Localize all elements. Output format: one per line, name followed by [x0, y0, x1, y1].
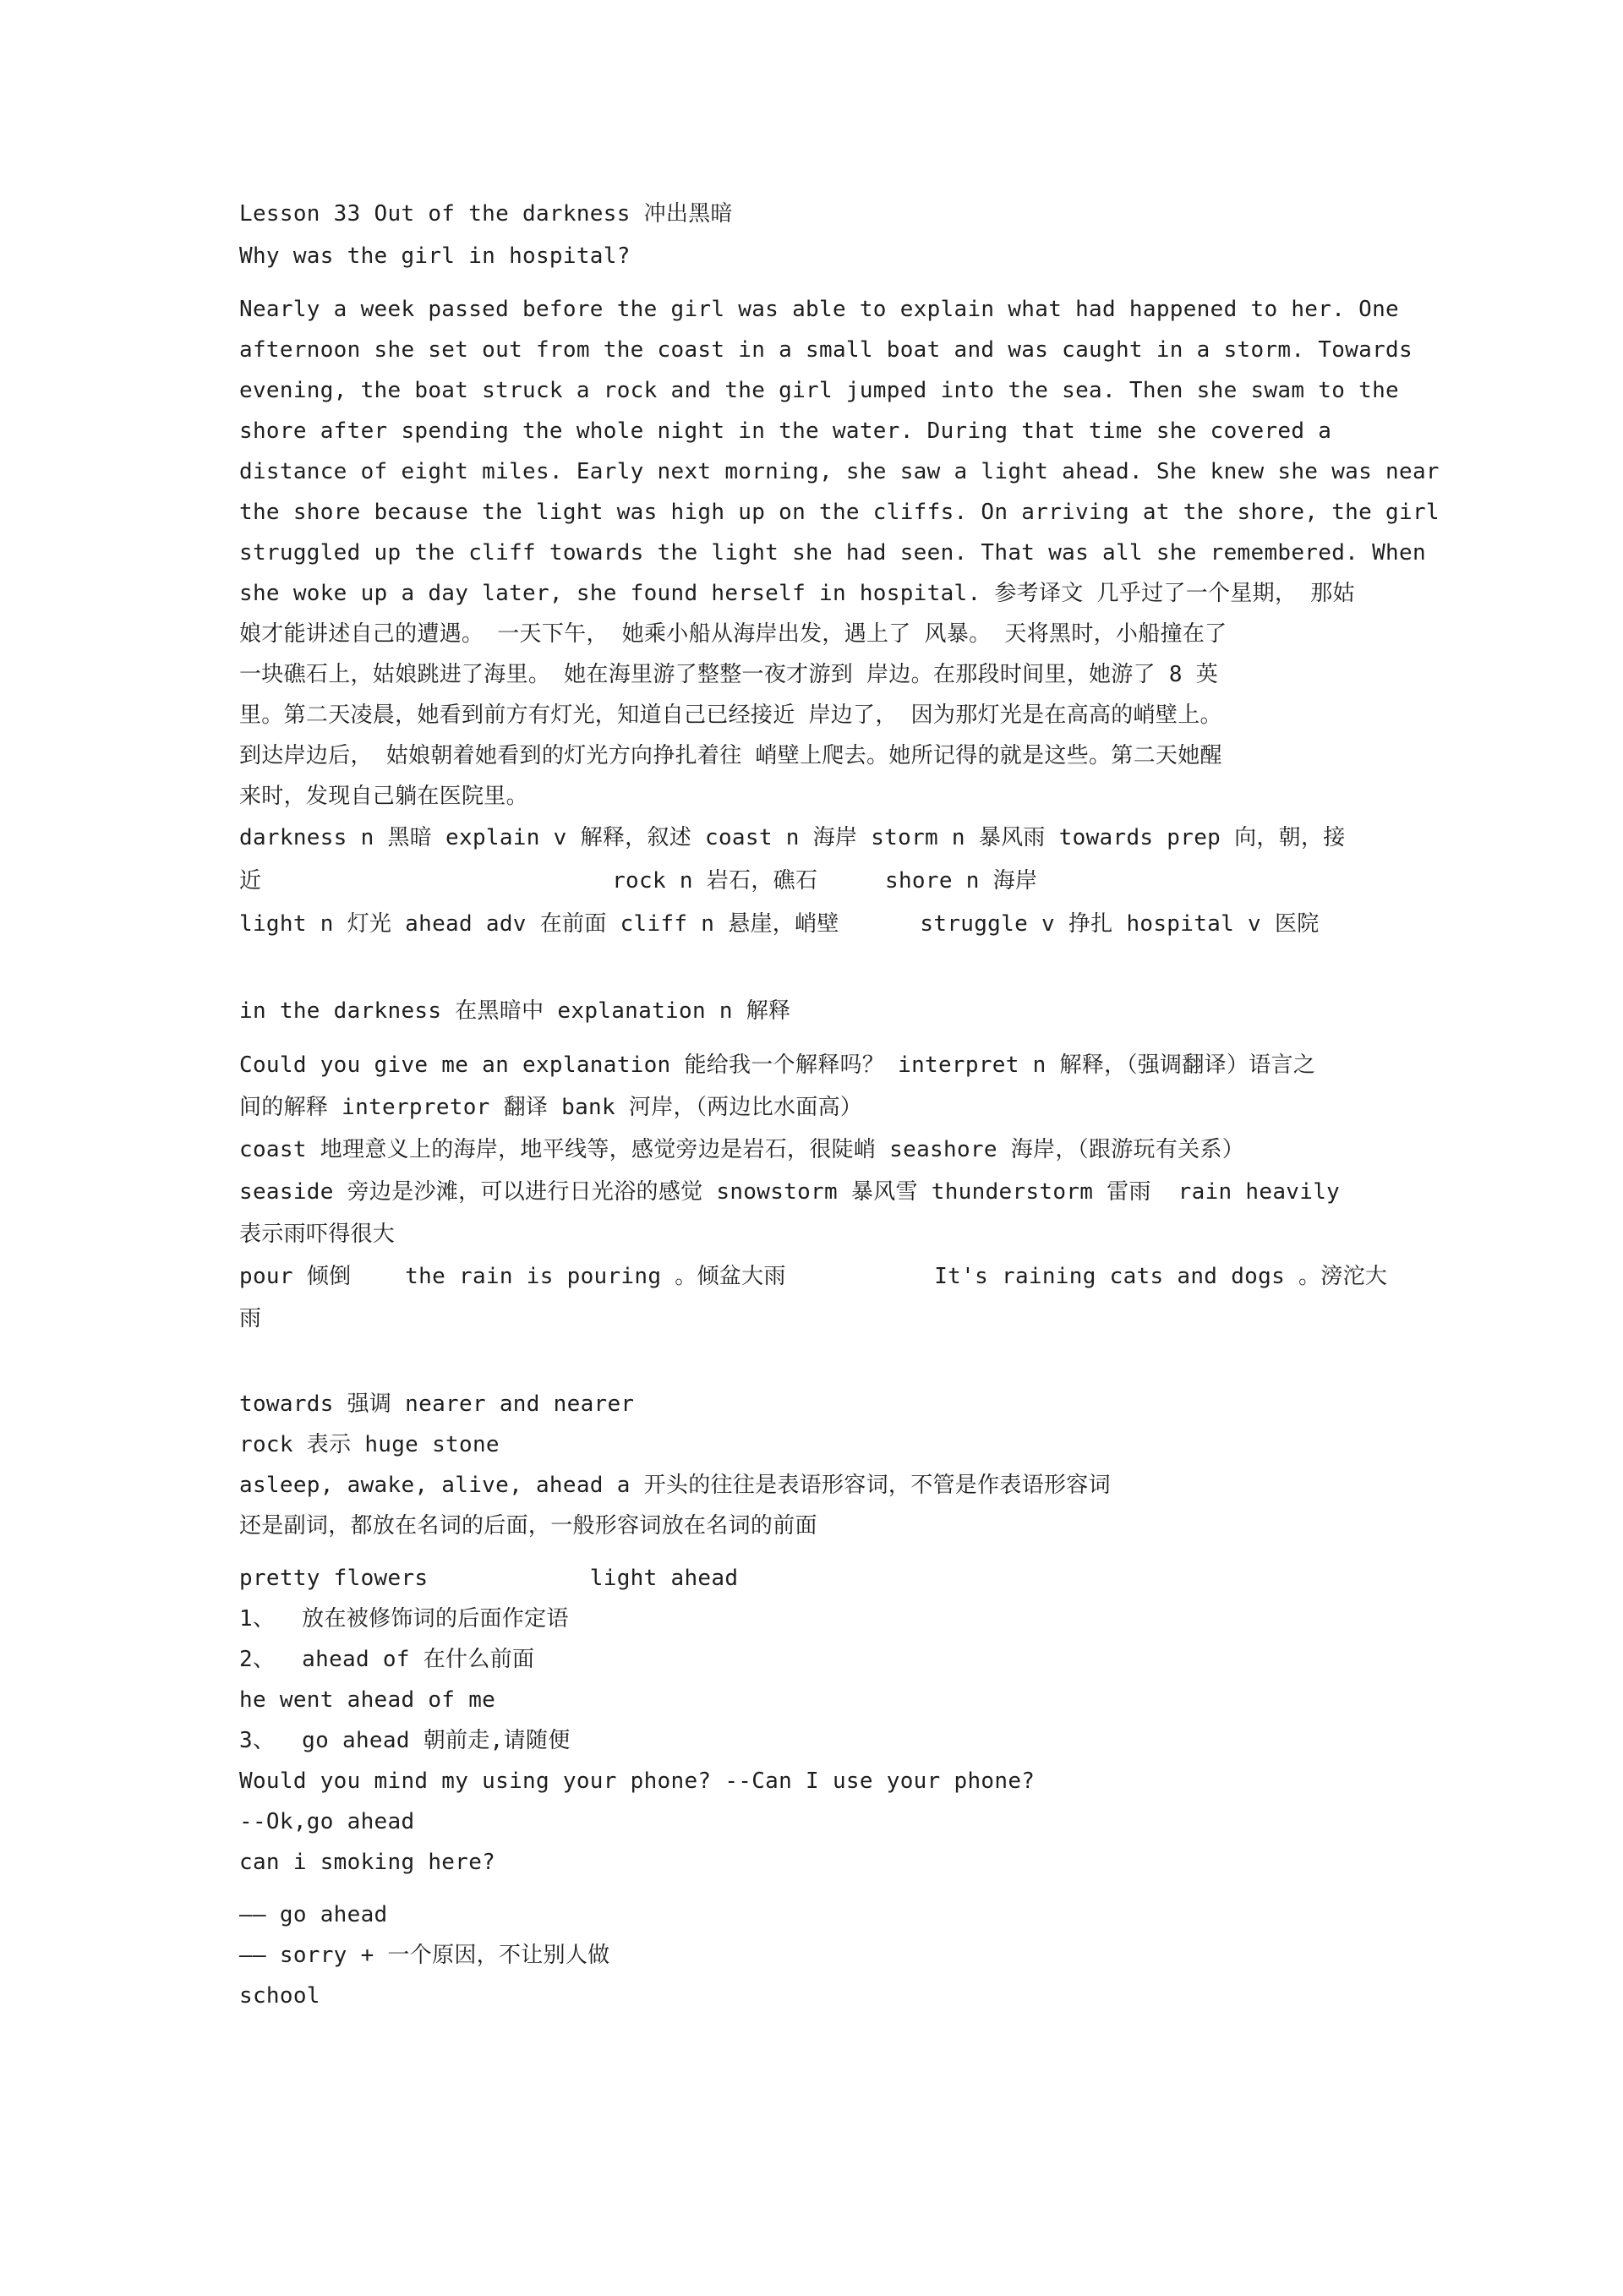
note-line: seaside 旁边是沙滩，可以进行日光浴的感觉 snowstorm 暴风雪 thunderstorm 雷雨 rain heavily: [239, 1179, 1341, 1205]
passage-line: 到达岸边后， 姑娘朝着她看到的灯光方向挣扎着往 峭壁上爬去。她所记得的就是这些。第二天她醒: [239, 743, 1222, 768]
note-line: in the darkness 在黑暗中 explanation n 解释: [239, 998, 791, 1024]
note-line: school: [239, 1983, 320, 2009]
notes-section-c: [239, 1384, 1389, 1546]
note-line: pretty flowers light ahead: [239, 1566, 739, 1591]
note-line: towards 强调 nearer and nearer: [239, 1391, 635, 1417]
passage-line: afternoon she set out from the coast in a small boat and was caught in a storm. Towards: [239, 337, 1413, 363]
notes-section-d: [239, 1558, 1389, 1883]
note-line: 2、 ahead of 在什么前面: [239, 1647, 535, 1672]
lesson-title: Lesson 33 Out of the darkness 冲出黑暗: [239, 201, 733, 227]
note-line: coast 地理意义上的海岸，地平线等，感觉旁边是岩石，很陡峭 seashore 海岸，（跟游玩有关系）: [239, 1137, 1245, 1162]
passage-line: the shore because the light was high up on the cliffs. On arriving at the shore, the girl: [239, 500, 1440, 525]
note-line: Could you give me an explanation 能给我一个解释吗？ interpret n 解释，（强调翻译）语言之: [239, 1052, 1316, 1078]
passage-line: 里。第二天凌晨，她看到前方有灯光，知道自己已经接近 岸边了， 因为那灯光是在高高的峭壁上。: [239, 702, 1222, 728]
vocab-line: darkness n 黑暗 explain v 解释，叙述 coast n 海岸 storm n 暴风雨 towards prep 向，朝，接: [239, 825, 1346, 850]
passage-line: evening, the boat struck a rock and the girl jumped into the sea. Then she swam to the: [239, 378, 1399, 403]
note-line: 1、 放在被修饰词的后面作定语: [239, 1606, 569, 1632]
notes-section-e: [239, 1894, 1389, 2016]
note-line: --Ok,go ahead: [239, 1809, 415, 1834]
passage-line: struggled up the cliff towards the light she had seen. That was all she remembered. When: [239, 540, 1426, 566]
note-line: —— go ahead: [239, 1902, 388, 1927]
note-line: pour 倾倒 the rain is pouring 。倾盆大雨 It's raining cats and dogs 。滂沱大: [239, 1264, 1388, 1289]
note-line: 表示雨吓得很大: [239, 1222, 396, 1247]
note-line: 间的解释 interpretor 翻译 bank 河岸，（两边比水面高）: [239, 1095, 863, 1120]
passage-line: 一块礁石上，姑娘跳进了海里。 她在海里游了整整一夜才游到 岸边。在那段时间里，她游了 8 英: [239, 662, 1219, 687]
passage-line: Nearly a week passed before the girl was able to explain what had happened to her. One: [239, 297, 1399, 322]
note-line: can i smoking here?: [239, 1850, 496, 1875]
note-line: 3、 go ahead 朝前走,请随便: [239, 1728, 571, 1753]
note-line: 还是副词，都放在名词的后面，一般形容词放在名词的前面: [239, 1513, 817, 1539]
passage-line: shore after spending the whole night in the water. During that time she covered a: [239, 418, 1332, 444]
vocab-line: 近 rock n 岩石，礁石 shore n 海岸: [239, 868, 1038, 894]
note-line: rock 表示 huge stone: [239, 1432, 500, 1457]
vocab-line: light n 灯光 ahead adv 在前面 cliff n 悬崖，峭壁 struggle v 挣扎 hospital v 医院: [239, 911, 1320, 937]
passage-line: 娘才能讲述自己的遭遇。 一天下午， 她乘小船从海岸出发，遇上了 风暴。 天将黑时，小船撞在了: [239, 621, 1227, 647]
document-page: [239, 193, 1440, 2016]
passage-line: distance of eight miles. Early next morning, she saw a light ahead. She knew she was near: [239, 459, 1440, 484]
note-line: —— sorry + 一个原因，不让别人做: [239, 1943, 610, 1968]
notes-section-b: [239, 1044, 1389, 1340]
lesson-question: Why was the girl in hospital?: [239, 243, 631, 269]
passage-line: she woke up a day later, she found herself in hospital. 参考译文 几乎过了一个星期， 那姑: [239, 581, 1355, 606]
note-line: asleep, awake, alive, ahead a 开头的往往是表语形容词，不管是作表语形容词: [239, 1473, 1111, 1498]
passage-line: 来时，发现自己躺在医院里。: [239, 784, 528, 809]
note-line: 雨: [239, 1306, 262, 1331]
notes-section-a: [239, 990, 1389, 1032]
passage: [239, 289, 1440, 817]
vocabulary: [239, 817, 1389, 946]
note-line: he went ahead of me: [239, 1687, 496, 1713]
note-line: Would you mind my using your phone? --Can I use your phone?: [239, 1768, 1036, 1794]
